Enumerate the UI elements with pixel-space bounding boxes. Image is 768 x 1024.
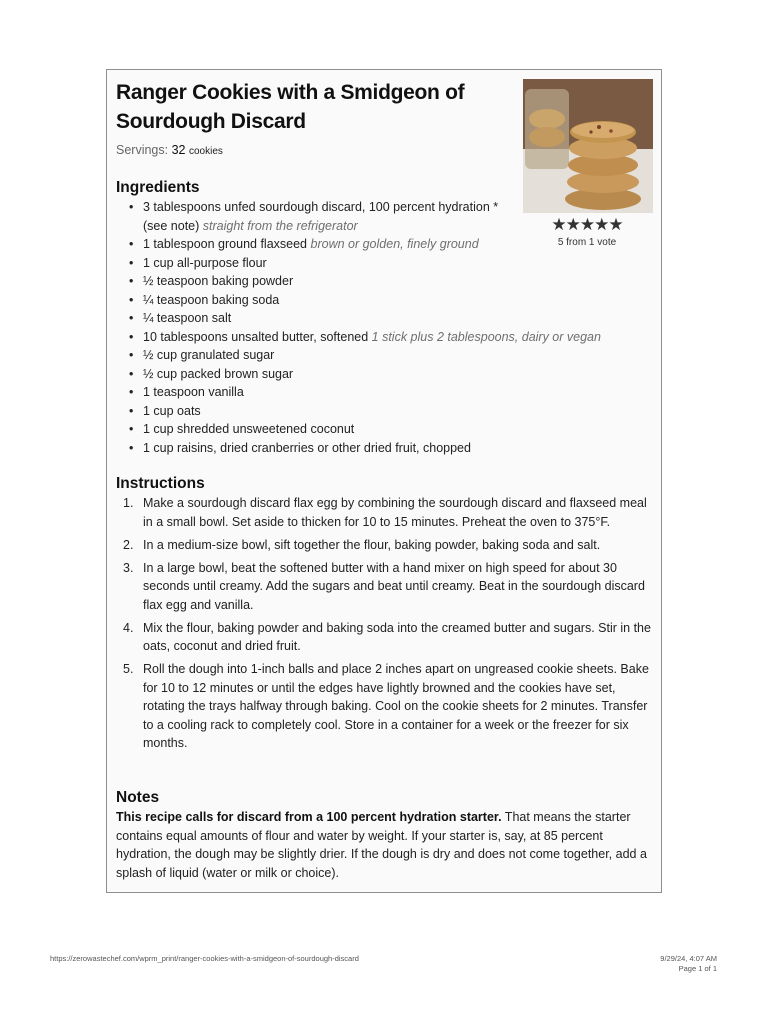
step-text: In a medium-size bowl, sift together the flour, baking powder, baking soda and salt. (143, 537, 601, 552)
step-number: 2. (123, 537, 134, 552)
star-rating-icon[interactable]: ★★★★★ (551, 215, 623, 234)
ingredient-item (143, 365, 653, 384)
ingredient-item (143, 254, 653, 273)
instruction-step (123, 619, 653, 656)
step-text: Roll the dough into 1-inch balls and place 2 inches apart on ungreased cookie sheets. Bake for 10 to 12 minutes or until the edges have lightly browned and the cookies have set, rotating the trays halfway through baking. Cool on the cookie sheets for 2 minutes. Transfer to a cooling rack to completely cool. Store in a container for a week or the freezer for six months. (143, 662, 649, 750)
ingredient-text: 1 tablespoon ground flaxseed (143, 237, 308, 251)
footer-datetime: 9/29/24, 4:07 AM (660, 954, 717, 963)
notes-text (116, 808, 650, 882)
instructions-list (123, 494, 653, 757)
ingredient-text: ½ cup granulated sugar (143, 348, 275, 362)
ingredient-note: 1 stick plus 2 tablespoons, dairy or vegan (371, 329, 601, 344)
step-number: 5. (123, 662, 134, 676)
recipe-title: Ranger Cookies with a Smidgeon of Sourdough Discard (116, 81, 465, 133)
ingredient-item (143, 272, 653, 291)
recipe-photo (523, 79, 653, 213)
ingredient-item (143, 439, 653, 458)
notes-body: That means the starter contains equal amounts of flour and water by weight. If your starter is, say, at 85 percent hydration, the dough may be slightly drier. If the dough is dry and does not come together, add a splash of liquid (water or milk or choice). (116, 810, 647, 880)
instruction-step (123, 660, 653, 753)
ingredient-text: ¼ teaspoon salt (143, 311, 232, 325)
ingredient-text: 3 tablespoons unfed sourdough discard, 100 percent hydration * (see note) (143, 200, 499, 233)
ingredient-item (143, 346, 653, 365)
ingredient-note: brown or golden, finely ground (310, 237, 479, 251)
ingredient-item (143, 420, 653, 439)
ingredient-text: 1 teaspoon vanilla (143, 385, 244, 399)
ingredient-item (143, 402, 653, 421)
step-number: 3. (123, 560, 134, 575)
notes-heading: Notes (116, 789, 160, 806)
servings-unit: cookies (188, 146, 223, 157)
servings (116, 143, 223, 157)
step-number: 1. (123, 496, 134, 510)
instruction-step (123, 494, 653, 531)
ingredient-item (143, 383, 653, 402)
step-text: Mix the flour, baking powder and baking soda into the creamed butter and sugars. Stir in the oats, coconut and dried fruit. (143, 620, 651, 653)
ingredient-text: 1 cup shredded unsweetened coconut (143, 422, 355, 436)
ingredients-list (143, 198, 653, 457)
ingredient-note: straight from the refrigerator (202, 218, 358, 233)
servings-amount[interactable]: 32 (171, 143, 186, 157)
notes-bold: This recipe calls for discard from a 100 percent hydration starter. (116, 810, 502, 824)
ingredient-text: ½ teaspoon baking powder (143, 274, 294, 288)
ingredient-text: 1 cup raisins, dried cranberries or other dried fruit, chopped (143, 440, 471, 455)
instructions-heading: Instructions (116, 475, 205, 492)
ingredients-heading: Ingredients (116, 179, 200, 196)
ingredient-text: ½ cup packed brown sugar (143, 366, 294, 381)
ingredient-text: 1 cup all-purpose flour (143, 255, 267, 270)
ingredient-text: 1 cup oats (143, 403, 201, 418)
footer-page: Page 1 of 1 (678, 964, 717, 973)
cookie-stack-image (523, 79, 653, 213)
step-number: 4. (123, 620, 134, 635)
ingredient-item (143, 309, 653, 328)
footer-meta (600, 954, 717, 974)
instruction-step (123, 559, 653, 615)
rating-votes: 5 from 1 vote (557, 237, 617, 248)
servings-label: Servings: (116, 143, 169, 157)
ingredient-text: ¼ teaspoon baking soda (143, 292, 280, 307)
ingredient-item (143, 328, 653, 347)
step-text: In a large bowl, beat the softened butter with a hand mixer on high speed for about 30 seconds until creamy. Add the sugars and beat until creamy. Beat in the sourdough discard flax egg and vanilla. (143, 560, 645, 612)
recipe-card (106, 69, 662, 893)
ingredient-item (143, 198, 523, 235)
ingredient-item (143, 235, 653, 254)
instruction-step (123, 536, 653, 555)
ingredient-text: 10 tablespoons unsalted butter, softened (143, 329, 369, 344)
ingredient-item (143, 291, 653, 310)
step-text: Make a sourdough discard flax egg by combining the sourdough discard and flaxseed meal in a small bowl. Set aside to thicken for 10 to 15 minutes. Preheat the oven to 375°F. (143, 496, 647, 529)
footer-url[interactable]: https://zerowastechef.com/wprm_print/ranger-cookies-with-a-smidgeon-of-sourdough-discard (50, 954, 359, 963)
